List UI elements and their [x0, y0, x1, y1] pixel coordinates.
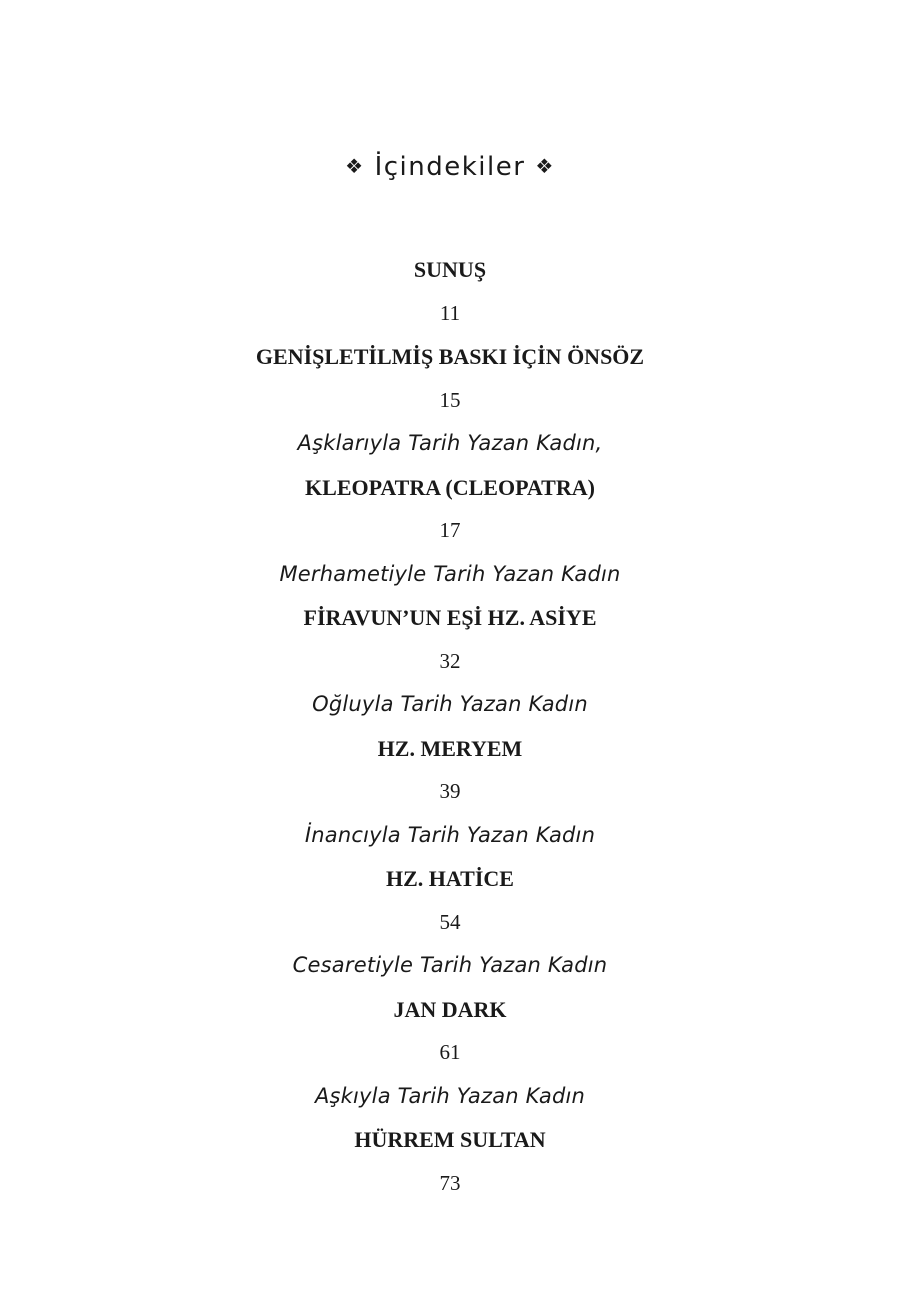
toc-entry-title: GENİŞLETİLMİŞ BASKI İÇİN ÖNSÖZ	[255, 344, 645, 369]
toc-entry-page-number: 73	[439, 1170, 461, 1195]
toc-entry-page-number: 61	[439, 1040, 461, 1064]
toc-entry-title: KLEOPATRA (CLEOPATRA)	[305, 474, 595, 500]
toc-entry-page-number: 32	[439, 648, 461, 673]
toc-entry-page-number: 15	[439, 387, 461, 412]
toc-entry-page-number: 39	[439, 779, 461, 803]
table-of-contents	[0, 248, 900, 1205]
toc-entry-subtitle: Aşklarıyla Tarih Yazan Kadın,	[297, 431, 603, 455]
toc-entry-title: HZ. MERYEM	[377, 735, 523, 761]
toc-entry-page-number: 17	[439, 518, 461, 542]
toc-entry-subtitle: Aşkıyla Tarih Yazan Kadın	[314, 1083, 586, 1108]
toc-entry-page-number: 54	[439, 909, 461, 934]
toc-heading	[0, 146, 900, 187]
toc-entry-page-number: 11	[439, 300, 461, 325]
toc-entry-title: HZ. HATİCE	[386, 866, 514, 891]
toc-entry-subtitle: Cesaretiyle Tarih Yazan Kadın	[292, 953, 608, 977]
toc-entry-title: JAN DARK	[393, 996, 507, 1022]
toc-entry-subtitle: İnancıyla Tarih Yazan Kadın	[304, 822, 596, 847]
toc-heading-title: İçindekiler	[374, 152, 526, 182]
toc-entry-title: SUNUŞ	[413, 257, 487, 282]
toc-entry-subtitle: Merhametiyle Tarih Yazan Kadın	[279, 561, 621, 586]
toc-entry-subtitle: Oğluyla Tarih Yazan Kadın	[312, 692, 588, 716]
ornament-left-icon: ❖	[345, 154, 365, 178]
ornament-right-icon: ❖	[535, 154, 555, 178]
toc-entry-title: FİRAVUN’UN EŞİ HZ. ASİYE	[303, 605, 597, 630]
toc-entry-title: HÜRREM SULTAN	[354, 1127, 546, 1152]
